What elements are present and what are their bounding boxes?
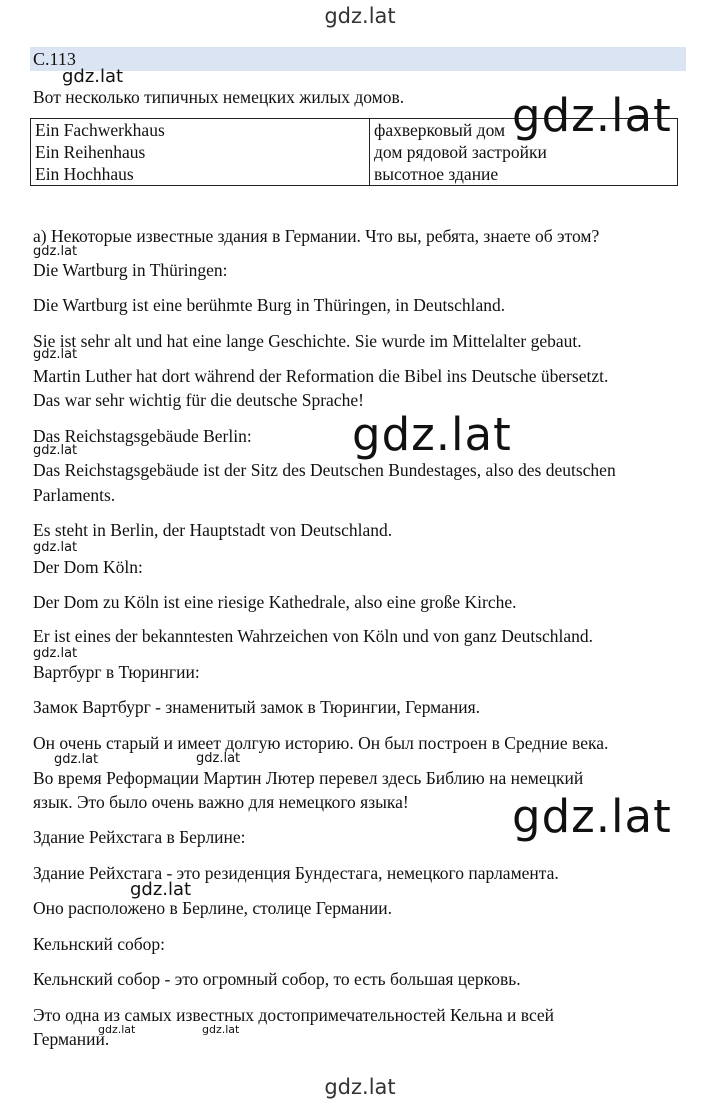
watermark: gdz.lat	[33, 646, 78, 661]
house-de: Ein Fachwerkhaus	[31, 119, 370, 142]
section-heading: Кельнский собор:	[33, 934, 166, 954]
watermark: gdz.lat	[98, 1023, 136, 1036]
paragraph-line: Здание Рейхстага - это резиденция Бундестага, немецкого парламента.	[33, 863, 559, 883]
paragraph-line: Das war sehr wichtig für die deutsche Sprache!	[33, 390, 364, 410]
section-heading: Здание Рейхстага в Берлине:	[33, 827, 246, 847]
section-heading: Das Reichstagsgebäude Berlin:	[33, 426, 252, 446]
house-ru: дом рядовой застройки	[374, 142, 547, 162]
paragraph-line: Es steht in Berlin, der Hauptstadt von Deutschland.	[33, 520, 393, 540]
paragraph-line: Оно расположено в Берлине, столице Германии.	[33, 898, 392, 918]
watermark: gdz.lat	[196, 751, 241, 766]
watermark: gdz.lat	[33, 443, 78, 458]
section-heading: Вартбург в Тюрингии:	[33, 662, 200, 682]
paragraph-line: язык. Это было очень важно для немецкого языка!	[33, 792, 409, 812]
paragraph-line: Der Dom zu Köln ist eine riesige Kathedrale, also eine große Kirche.	[33, 592, 517, 612]
watermark: gdz.lat	[324, 1075, 396, 1099]
house-de: Ein Hochhaus	[31, 163, 370, 186]
paragraph-line: Германии.	[33, 1029, 110, 1049]
paragraph-line: Во время Реформации Мартин Лютер перевел здесь Библию на немецкий	[33, 768, 584, 788]
paragraph-line: Er ist eines der bekanntesten Wahrzeichen von Köln und von ganz Deutschland.	[33, 626, 594, 646]
paragraph-line: Das Reichstagsgebäude ist der Sitz des Deutschen Bundestages, also des deutschen	[33, 460, 616, 480]
page-number-bar	[30, 47, 686, 71]
house-de: Ein Reihenhaus	[31, 141, 370, 163]
watermark: gdz.lat	[33, 244, 78, 259]
watermark: gdz.lat	[54, 752, 99, 767]
house-ru: высотное здание	[374, 164, 499, 184]
watermark: gdz.lat	[130, 879, 192, 900]
paragraph-line: Martin Luther hat dort während der Reformation die Bibel ins Deutsche übersetzt.	[33, 366, 609, 386]
paragraph-line: Он очень старый и имеет долгую историю. Он был построен в Средние века.	[33, 733, 609, 753]
watermark: gdz.lat	[33, 540, 78, 555]
table-row	[31, 141, 678, 163]
paragraph-line: Sie ist sehr alt und hat eine lange Geschichte. Sie wurde im Mittelalter gebaut.	[33, 331, 582, 351]
watermark: gdz.lat	[512, 790, 672, 843]
watermark: gdz.lat	[202, 1023, 240, 1036]
watermark: gdz.lat	[33, 347, 78, 362]
paragraph-line: Die Wartburg ist eine berühmte Burg in Thüringen, in Deutschland.	[33, 295, 506, 315]
watermark: gdz.lat	[512, 89, 672, 142]
paragraph-line: Замок Вартбург - знаменитый замок в Тюрингии, Германия.	[33, 697, 481, 717]
section-heading: Die Wartburg in Thüringen:	[33, 260, 228, 280]
task-heading: а) Некоторые известные здания в Германии. Что вы, ребята, знаете об этом?	[33, 226, 600, 246]
watermark: gdz.lat	[352, 408, 512, 461]
page-number: С.113	[33, 49, 76, 69]
watermark: gdz.lat	[324, 4, 396, 28]
paragraph-line: Это одна из самых известных достопримечательностей Кельна и всей	[33, 1005, 555, 1025]
watermark: gdz.lat	[62, 66, 124, 87]
house-ru: фахверковый дом	[374, 120, 506, 140]
paragraph-line: Кельнский собор - это огромный собор, то есть большая церковь.	[33, 969, 521, 989]
intro-text: Вот несколько типичных немецких жилых домов.	[33, 87, 405, 107]
paragraph-line: Parlaments.	[33, 485, 116, 505]
section-heading: Der Dom Köln:	[33, 557, 143, 577]
table-row	[31, 163, 678, 186]
